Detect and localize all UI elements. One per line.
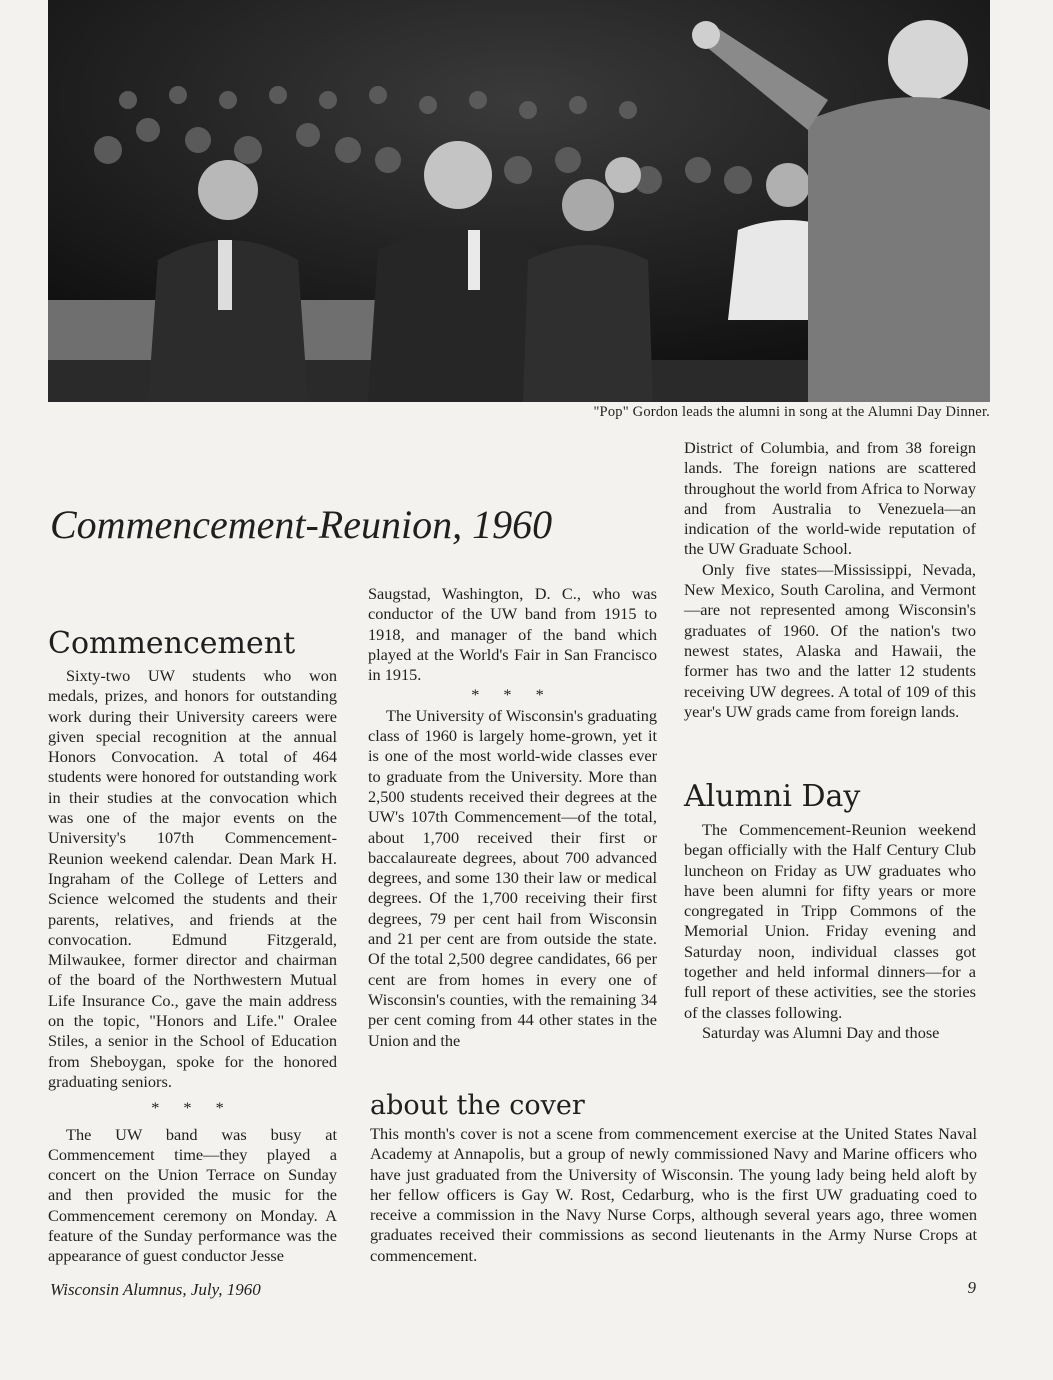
alumni-day-paragraph-1: The Commencement-Reunion weekend began officially with the Half Century Club luncheon on Friday as UW graduates who have been alumni for fifty years or more congregated in Tripp Commons of the Memorial Union. Friday evening and Saturday noon, individual classes got together and held informal dinners—for a full report of these activities, see the stories of the classes following. — [684, 820, 976, 1022]
commencement-paragraph-2-continued: Saugstad, Washington, D. C., who was conductor of the UW band from 1915 to 1918, and manager of the band which played at the World's Fair in San Francisco in 1915. — [368, 584, 657, 685]
column-3 — [684, 438, 976, 722]
page-number: 9 — [967, 1278, 976, 1297]
photo-banquet-scene — [48, 0, 990, 402]
article-photo — [48, 0, 990, 402]
commencement-paragraph-3: The University of Wisconsin's graduating class of 1960 is largely home-grown, yet it is one of the most world-wide classes ever to graduate from the University. More than 2,500 students received their degrees at the UW's 107th Commencement—of the total, about 1,700 received their first or baccalaureate degrees, about 700 advanced degrees, and some 130 their law or medical degrees. Of the 1,700 receiving their first degrees, 79 per cent hail from Wisconsin and 21 per cent are from outside the state. Of the total 2,500 degree candidates, 66 per cent are from homes in every one of Wisconsin's counties, with the remaining 34 per cent coming from 44 other states in the Union and the — [368, 705, 657, 1050]
about-the-cover-heading: about the cover — [370, 1090, 585, 1121]
commencement-paragraph-4: Only five states—Mississippi, Nevada, New Mexico, South Carolina, and Vermont—are not represented among Wisconsin's graduates of 1960. Of the nation's two newest states, Alaska and Hawaii, the former has two and the latter 12 students receiving UW degrees. A total of 109 of this year's UW grads came from foreign lands. — [684, 559, 976, 721]
column-3-alumni — [684, 820, 976, 1043]
column-1 — [48, 666, 337, 1267]
commencement-paragraph-2: The UW band was busy at Commencement time—they played a concert on the Union Terrace on Sunday and then provided the music for the Commencement ceremony on Monday. A feature of the Sunday performance was the appearance of guest conductor Jesse — [48, 1124, 337, 1266]
column-2 — [368, 584, 657, 1051]
alumni-day-heading: Alumni Day — [684, 779, 861, 814]
about-the-cover-body: This month's cover is not a scene from commencement exercise at the United States Naval Academy at Annapolis, but a group of newly commissioned Navy and Marine officers who have just graduated from the University of Wisconsin. The young lady being held aloft by her fellow officers is Gay W. Rost, Cedarburg, who is the first UW graduating coed to receive a commission in the Navy Nurse Corps, although several years ago, three women graduates received their commissions as second lieutenants in the Army Nurse Crops at commencement. — [370, 1124, 977, 1265]
commencement-heading: Commencement — [48, 626, 296, 661]
commencement-paragraph-1: Sixty-two UW students who won medals, prizes, and honors for outstanding work during their University careers were given special recognition at the annual Honors Convocation. A total of 464 students were honored for outstanding work in their studies at the convocation which was one of the major events on the University's 107th Commencement-Reunion weekend calendar. Dean Mark H. Ingraham of the College of Letters and Science welcomed the students and their parents, relatives, and friends at the convocation. Edmund Fitzgerald, Milwaukee, former director and chairman of the board of the Northwestern Mutual Life Insurance Co., gave the main address on the topic, "Honors and Life." Oralee Stiles, a senior in the School of Education from Sheboygan, spoke for the honored graduating seniors. — [48, 666, 337, 1091]
article-title: Commencement-Reunion, 1960 — [50, 502, 553, 547]
publication-footer: Wisconsin Alumnus, July, 1960 — [50, 1280, 261, 1299]
photo-caption: "Pop" Gordon leads the alumni in song at the Alumni Day Dinner. — [593, 404, 990, 420]
alumni-day-paragraph-2: Saturday was Alumni Day and those — [702, 1022, 940, 1042]
section-divider-stars: * * * — [471, 685, 554, 705]
commencement-paragraph-3-continued: District of Columbia, and from 38 foreign lands. The foreign nations are scattered throughout the world from Africa to Norway and from Australia to Venezuela—an indication of the world-wide reputation of the UW Graduate School. — [684, 438, 976, 559]
section-divider-stars: * * * — [151, 1098, 234, 1118]
